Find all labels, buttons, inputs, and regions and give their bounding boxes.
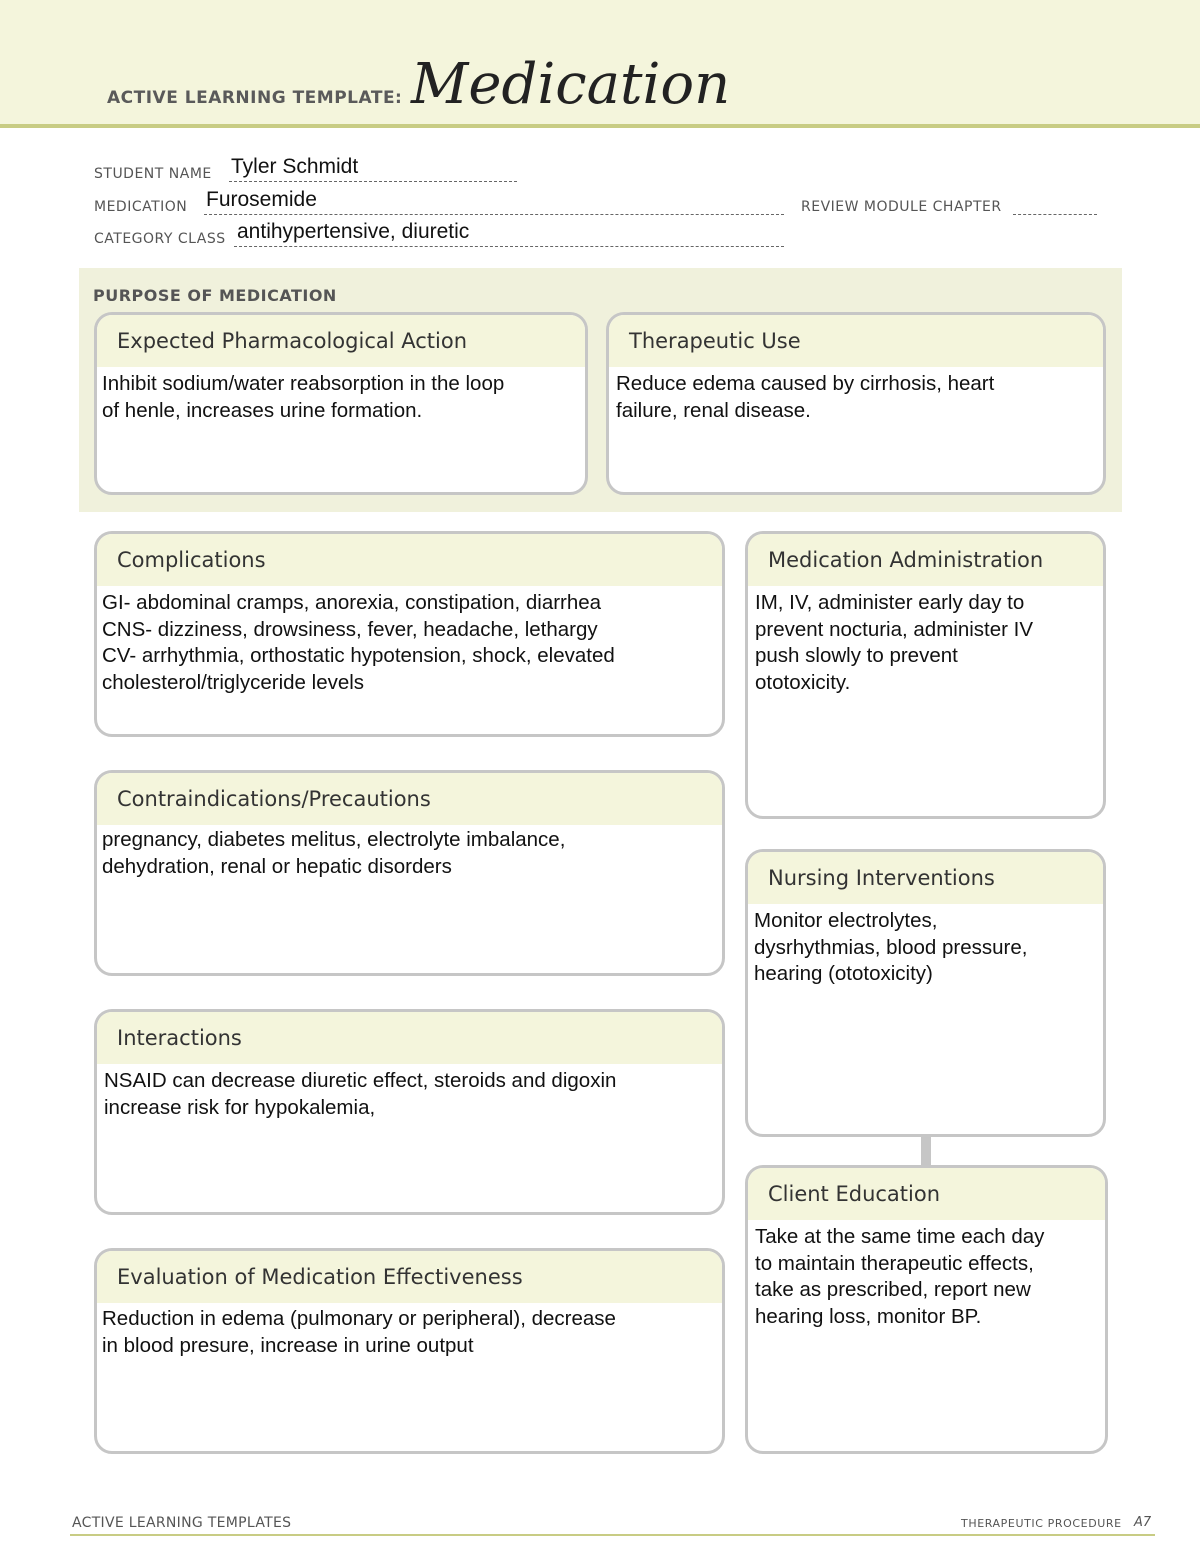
evaluation-box — [94, 1248, 725, 1454]
nursing-interventions-title: Nursing Interventions — [748, 852, 1103, 904]
interactions-title: Interactions — [97, 1012, 722, 1064]
medication-line — [204, 214, 784, 215]
nursing-interventions-box — [745, 849, 1106, 1137]
therapeutic-use-text[interactable]: Reduce edema caused by cirrhosis, heart failure, renal disease. — [616, 372, 995, 422]
category-class-line — [234, 246, 784, 247]
template-label: ACTIVE LEARNING TEMPLATE: — [107, 88, 403, 108]
review-module-row — [801, 189, 1099, 215]
page-number: A7 — [1134, 1515, 1152, 1530]
expected-action-box — [94, 312, 588, 495]
expected-action-title: Expected Pharmacological Action — [97, 315, 585, 367]
student-name-field[interactable]: Tyler Schmidt — [231, 155, 359, 178]
expected-action-text[interactable]: Inhibit sodium/water reabsorption in the loop of henle, increases urine formation. — [102, 372, 505, 422]
contraindications-box — [94, 770, 725, 976]
student-name-label: STUDENT NAME — [94, 166, 212, 182]
contraindications-text[interactable]: pregnancy, diabetes melitus, electrolyte imbalance, dehydration, renal or hepatic disorders — [102, 828, 566, 878]
category-class-row — [94, 221, 786, 247]
evaluation-text[interactable]: Reduction in edema (pulmonary or peripheral), decrease in blood presure, increase in urine output — [102, 1307, 616, 1357]
student-name-line — [229, 181, 517, 182]
medication-label: MEDICATION — [94, 199, 188, 215]
footer-rule — [70, 1534, 1155, 1536]
footer-templates-label: ACTIVE LEARNING TEMPLATES — [72, 1515, 292, 1531]
review-module-field[interactable] — [1013, 214, 1097, 215]
category-class-label: CATEGORY CLASS — [94, 231, 226, 247]
student-name-row — [94, 156, 519, 182]
review-module-label: REVIEW MODULE CHAPTER — [801, 199, 1002, 215]
interactions-box — [94, 1009, 725, 1215]
interactions-text[interactable]: NSAID can decrease diuretic effect, steroids and digoxin increase risk for hypokalemia, — [104, 1069, 617, 1119]
nursing-interventions-text[interactable]: Monitor electrolytes, dysrhythmias, blood pressure, hearing (ototoxicity) — [754, 909, 1028, 985]
contraindications-title: Contraindications/Precautions — [97, 773, 722, 825]
medication-row — [94, 189, 786, 215]
therapeutic-use-box — [606, 312, 1106, 495]
complications-title: Complications — [97, 534, 722, 586]
complications-box — [94, 531, 725, 737]
complications-text[interactable]: GI- abdominal cramps, anorexia, constipation, diarrhea CNS- dizziness, drowsiness, fever, headache, lethargy CV- arrhythmia, orthostatic hypotension, shock, elevated cholesterol/triglyceride levels — [102, 591, 615, 694]
client-education-title: Client Education — [748, 1168, 1105, 1220]
evaluation-title: Evaluation of Medication Effectiveness — [97, 1251, 722, 1303]
category-class-field[interactable]: antihypertensive, diuretic — [237, 220, 470, 243]
client-education-box — [745, 1165, 1108, 1454]
page-title: Medication — [411, 52, 731, 117]
administration-text[interactable]: IM, IV, administer early day to prevent nocturia, administer IV push slowly to prevent ototoxicity. — [755, 591, 1034, 694]
therapeutic-use-title: Therapeutic Use — [609, 315, 1103, 367]
connector-bar — [921, 1136, 931, 1166]
administration-title: Medication Administration — [748, 534, 1103, 586]
purpose-label: PURPOSE OF MEDICATION — [93, 286, 337, 305]
footer-procedure-label: THERAPEUTIC PROCEDURE — [961, 1517, 1122, 1530]
client-education-text[interactable]: Take at the same time each day to maintain therapeutic effects, take as prescribed, report new hearing loss, monitor BP. — [755, 1225, 1045, 1328]
administration-box — [745, 531, 1106, 819]
medication-field[interactable]: Furosemide — [206, 188, 317, 211]
